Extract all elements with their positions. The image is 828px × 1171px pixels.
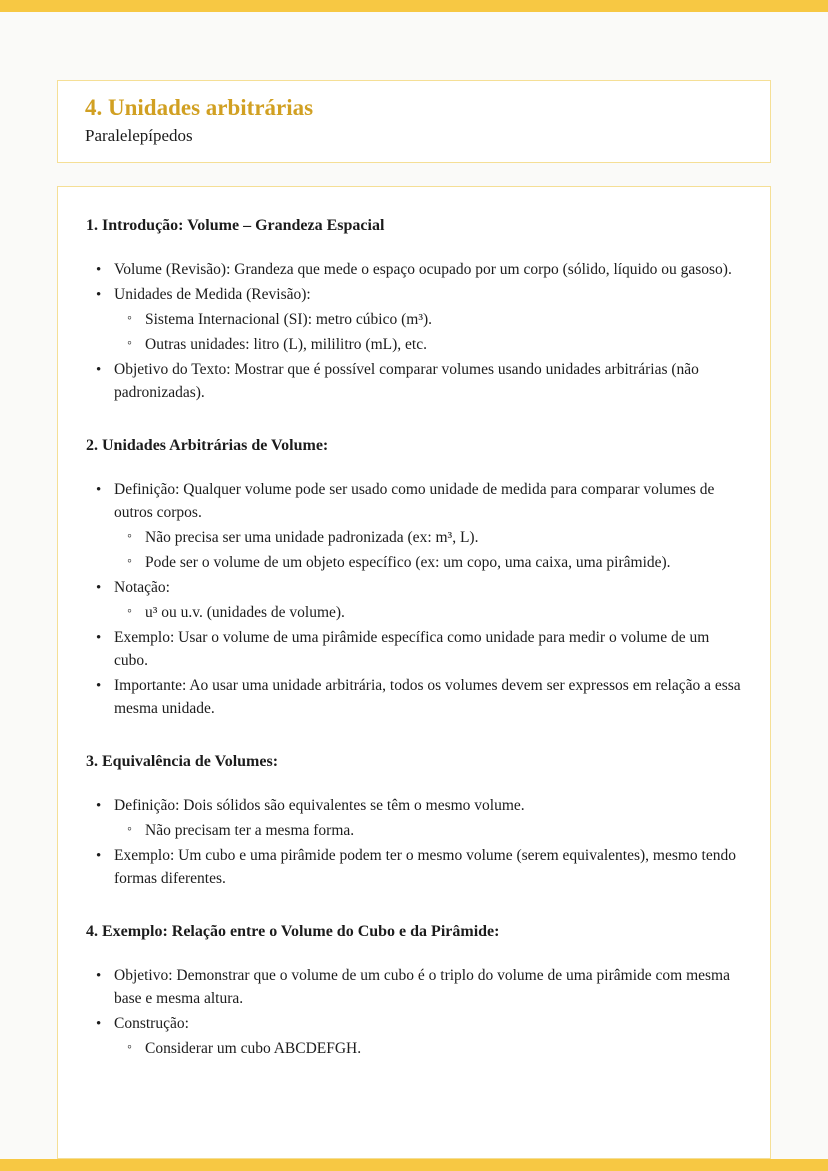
bullet-disc-icon: • [96,968,102,985]
section [86,435,742,721]
section-heading: 4. Exemplo: Relação entre o Volume do Cubo e da Pirâmide: [86,922,500,940]
section-heading: 1. Introdução: Volume – Grandeza Espacial [86,217,385,234]
bullet-item [96,627,742,673]
bullet-text: Definição: Qualquer volume pode ser usado como unidade de medida para comparar volumes de outros corpos. [114,481,715,522]
bullet-disc-icon: • [96,482,102,499]
bullet-item [96,1013,742,1036]
title-card [57,80,771,163]
bullet-item [127,602,742,625]
bullet-item [96,795,742,818]
bullet-item [96,675,742,721]
bullet-text: Unidades de Medida (Revisão): [114,286,311,304]
section-heading: 3. Equivalência de Volumes: [86,752,279,770]
bullet-item [127,1038,742,1061]
bullet-text: Exemplo: Um cubo e uma pirâmide podem ter o mesmo volume (serem equivalentes), mesmo tendo formas diferentes. [114,847,736,887]
bullet-text: Notação: [114,579,170,597]
bullet-item [96,259,742,282]
page-subtitle: Paralelepípedos [85,125,193,145]
bullet-text: Considerar um cubo ABCDEFGH. [145,1040,362,1058]
bullet-item [127,309,742,332]
bullet-item [96,479,742,525]
bullet-circle-icon: ◦ [127,554,132,570]
section [86,921,742,1061]
bullet-disc-icon: • [96,848,102,865]
bullet-text: Exemplo: Usar o volume de uma pirâmide específica como unidade para medir o volume de um cubo. [114,629,710,669]
bullet-text: Construção: [114,1015,189,1033]
bullet-text: Objetivo: Demonstrar que o volume de um cubo é o triplo do volume de uma pirâmide com mesma base e mesma altura. [114,967,730,1008]
bullet-disc-icon: • [96,262,102,279]
bullet-circle-icon: ◦ [127,604,132,620]
section [86,751,742,891]
bullet-item [127,334,742,357]
bullet-circle-icon: ◦ [127,1040,132,1056]
section-heading: 2. Unidades Arbitrárias de Volume: [86,437,329,455]
bullet-disc-icon: • [96,362,102,379]
bullet-circle-icon: ◦ [127,822,132,838]
bullet-text: Sistema Internacional (SI): metro cúbico (m³). [145,311,432,329]
bullet-item [96,359,742,405]
bullet-circle-icon: ◦ [127,529,132,545]
top-accent-bar [0,0,828,12]
bullet-disc-icon: • [96,677,102,694]
bullet-text: Importante: Ao usar uma unidade arbitrária, todos os volumes devem ser expressos em relação a essa mesma unidade. [114,676,741,717]
bullet-item [127,552,742,575]
bullet-item [127,820,742,843]
bullet-item [127,527,742,550]
bullet-text: Outras unidades: litro (L), mililitro (mL), etc. [145,336,427,354]
bullet-text: Não precisa ser uma unidade padronizada (ex: m³, L). [145,529,479,547]
bullet-disc-icon: • [96,580,102,597]
bullet-item [96,965,742,1011]
bullet-text: u³ ou u.v. (unidades de volume). [145,604,345,622]
bullet-circle-icon: ◦ [127,311,132,327]
bullet-disc-icon: • [96,287,102,304]
bullet-text: Não precisam ter a mesma forma. [145,822,355,840]
bullet-text: Pode ser o volume de um objeto específico (ex: um copo, uma caixa, uma pirâmide). [145,554,671,572]
bullet-text: Volume (Revisão): Grandeza que mede o espaço ocupado por um corpo (sólido, líquido ou gasoso). [114,261,732,279]
bullet-circle-icon: ◦ [127,336,132,352]
bullet-text: Definição: Dois sólidos são equivalentes se têm o mesmo volume. [114,797,525,815]
page-title: 4. Unidades arbitrárias [85,95,314,120]
bullet-item [96,845,742,891]
bullet-item [96,577,742,600]
bottom-accent-bar [0,1159,828,1171]
bullet-text: Objetivo do Texto: Mostrar que é possível comparar volumes usando unidades arbitrárias (não padronizadas). [114,361,699,402]
bullet-disc-icon: • [96,630,102,647]
bullet-item [96,284,742,307]
section [86,215,742,405]
content-card [57,186,771,1159]
bullet-disc-icon: • [96,1016,102,1033]
bullet-disc-icon: • [96,798,102,815]
